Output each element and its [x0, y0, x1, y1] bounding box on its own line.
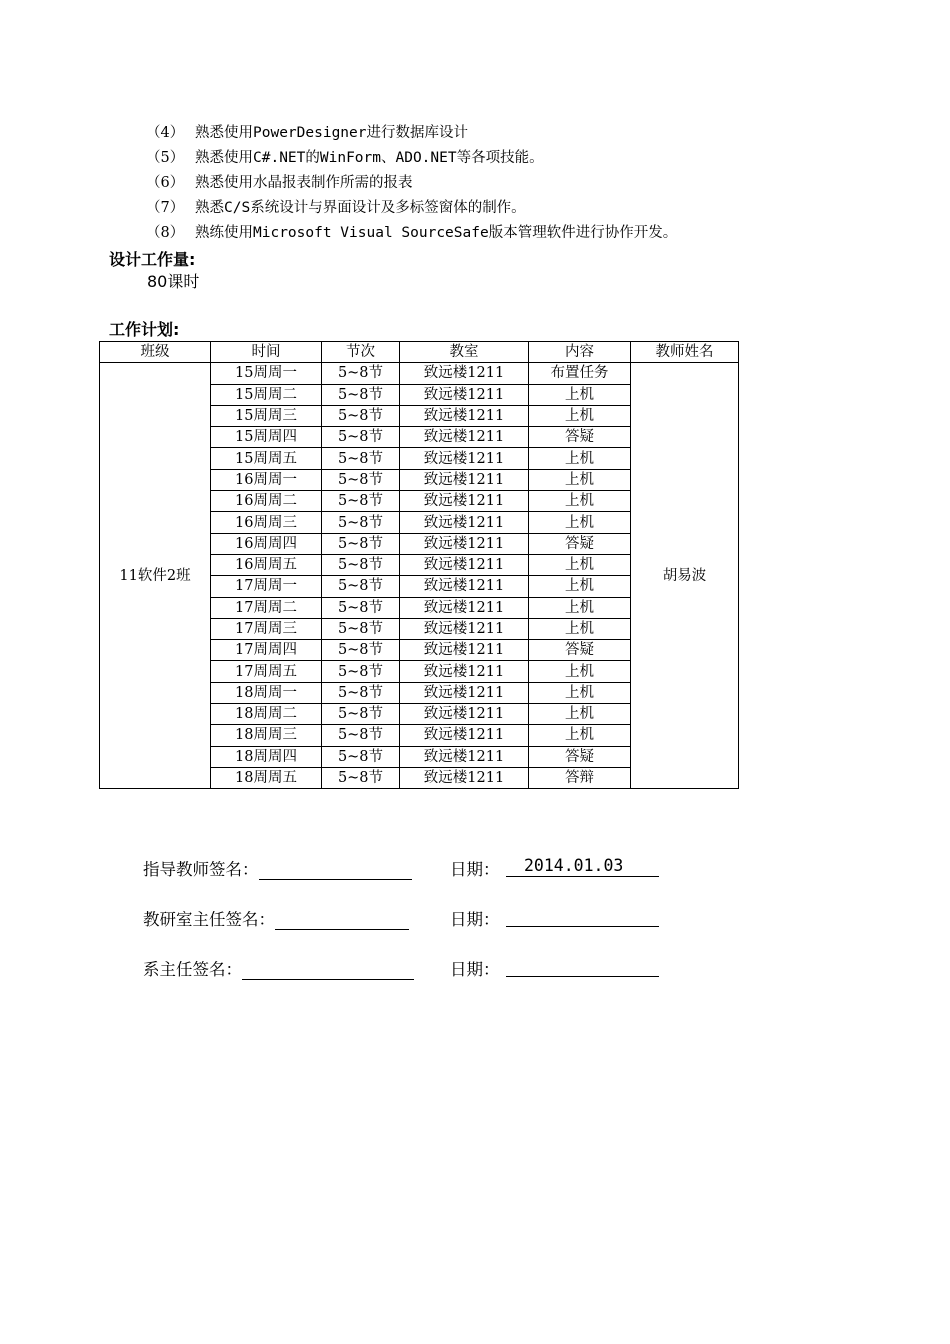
time-cell: 16周周二 [211, 491, 322, 512]
period-cell: 5~8节 [322, 512, 400, 533]
period-cell: 5~8节 [322, 618, 400, 639]
content-cell: 上机 [529, 725, 631, 746]
content-cell: 上机 [529, 491, 631, 512]
work-plan-table [99, 341, 739, 789]
room-cell: 致远楼1211 [400, 448, 529, 469]
list-item-text: 熟悉使用C#.NET的WinForm、ADO.NET等各项技能。 [195, 150, 544, 166]
table-row [100, 363, 739, 384]
list-item-text: 熟悉使用PowerDesigner进行数据库设计 [195, 125, 468, 141]
dean-signature-field[interactable] [242, 961, 414, 980]
time-cell: 15周周五 [211, 448, 322, 469]
director-signature-field[interactable] [275, 911, 409, 930]
director-date-label: 日期： [450, 910, 500, 929]
header-time: 时间 [211, 342, 322, 363]
room-cell: 致远楼1211 [400, 384, 529, 405]
period-cell: 5~8节 [322, 704, 400, 725]
room-cell: 致远楼1211 [400, 725, 529, 746]
content-cell: 布置任务 [529, 363, 631, 384]
content-cell: 上机 [529, 469, 631, 490]
period-cell: 5~8节 [322, 554, 400, 575]
time-cell: 18周周三 [211, 725, 322, 746]
room-cell: 致远楼1211 [400, 640, 529, 661]
requirements-list [146, 121, 677, 246]
room-cell: 致远楼1211 [400, 554, 529, 575]
time-cell: 17周周一 [211, 576, 322, 597]
header-teacher: 教师姓名 [631, 342, 739, 363]
room-cell: 致远楼1211 [400, 576, 529, 597]
room-cell: 致远楼1211 [400, 405, 529, 426]
list-item-number: （5） [146, 150, 185, 166]
period-cell: 5~8节 [322, 597, 400, 618]
content-cell: 上机 [529, 661, 631, 682]
time-cell: 15周周四 [211, 427, 322, 448]
period-cell: 5~8节 [322, 384, 400, 405]
room-cell: 致远楼1211 [400, 469, 529, 490]
content-cell: 上机 [529, 618, 631, 639]
content-cell: 上机 [529, 682, 631, 703]
time-cell: 18周周二 [211, 704, 322, 725]
time-cell: 16周周四 [211, 533, 322, 554]
list-item [146, 196, 677, 221]
list-item-number: （4） [146, 125, 185, 141]
content-cell: 答疑 [529, 427, 631, 448]
time-cell: 17周周三 [211, 618, 322, 639]
room-cell: 致远楼1211 [400, 512, 529, 533]
content-cell: 上机 [529, 512, 631, 533]
dean-date-label: 日期： [450, 960, 500, 979]
workload-value: 80课时 [147, 272, 200, 291]
period-cell: 5~8节 [322, 363, 400, 384]
content-cell: 上机 [529, 597, 631, 618]
content-cell: 答辩 [529, 767, 631, 788]
advisor-date-label: 日期： [450, 860, 500, 879]
dean-date-field[interactable] [506, 956, 659, 977]
time-cell: 16周周五 [211, 554, 322, 575]
room-cell: 致远楼1211 [400, 767, 529, 788]
content-cell: 上机 [529, 704, 631, 725]
time-cell: 15周周一 [211, 363, 322, 384]
room-cell: 致远楼1211 [400, 746, 529, 767]
list-item-text: 熟练使用Microsoft Visual SourceSafe版本管理软件进行协作开发。 [195, 225, 678, 241]
time-cell: 17周周五 [211, 661, 322, 682]
period-cell: 5~8节 [322, 576, 400, 597]
room-cell: 致远楼1211 [400, 661, 529, 682]
period-cell: 5~8节 [322, 767, 400, 788]
room-cell: 致远楼1211 [400, 363, 529, 384]
dean-signature-row [143, 956, 500, 980]
period-cell: 5~8节 [322, 725, 400, 746]
advisor-signature-field[interactable] [259, 861, 412, 880]
room-cell: 致远楼1211 [400, 618, 529, 639]
director-date-field[interactable] [506, 906, 659, 927]
content-cell: 答疑 [529, 746, 631, 767]
period-cell: 5~8节 [322, 491, 400, 512]
time-cell: 18周周一 [211, 682, 322, 703]
list-item [146, 171, 677, 196]
room-cell: 致远楼1211 [400, 491, 529, 512]
time-cell: 15周周三 [211, 405, 322, 426]
list-item-text: 熟悉使用水晶报表制作所需的报表 [195, 175, 413, 191]
time-cell: 16周周三 [211, 512, 322, 533]
time-cell: 17周周二 [211, 597, 322, 618]
advisor-date-field[interactable] [506, 856, 659, 877]
advisor-signature-row [143, 856, 624, 880]
class-name-cell: 11软件2班 [100, 363, 211, 789]
time-cell: 18周周四 [211, 746, 322, 767]
header-class: 班级 [100, 342, 211, 363]
content-cell: 上机 [529, 554, 631, 575]
period-cell: 5~8节 [322, 682, 400, 703]
header-content: 内容 [529, 342, 631, 363]
director-signature-label: 教研室主任签名： [143, 910, 275, 929]
period-cell: 5~8节 [322, 640, 400, 661]
content-cell: 上机 [529, 448, 631, 469]
advisor-signature-label: 指导教师签名： [143, 860, 259, 879]
period-cell: 5~8节 [322, 746, 400, 767]
time-cell: 18周周五 [211, 767, 322, 788]
list-item [146, 146, 677, 171]
list-item-number: （6） [146, 175, 185, 191]
advisor-date-value: 2014.01.03 [524, 856, 624, 875]
workload-heading: 设计工作量: [109, 250, 196, 269]
director-signature-row [143, 906, 500, 930]
period-cell: 5~8节 [322, 427, 400, 448]
teacher-name-cell: 胡易波 [631, 363, 739, 789]
content-cell: 答疑 [529, 640, 631, 661]
room-cell: 致远楼1211 [400, 682, 529, 703]
content-cell: 上机 [529, 405, 631, 426]
plan-heading: 工作计划: [109, 320, 180, 339]
room-cell: 致远楼1211 [400, 427, 529, 448]
room-cell: 致远楼1211 [400, 533, 529, 554]
period-cell: 5~8节 [322, 405, 400, 426]
period-cell: 5~8节 [322, 533, 400, 554]
dean-signature-label: 系主任签名： [143, 960, 242, 979]
time-cell: 15周周二 [211, 384, 322, 405]
list-item-text: 熟悉C/S系统设计与界面设计及多标签窗体的制作。 [195, 200, 526, 216]
content-cell: 上机 [529, 576, 631, 597]
list-item-number: （7） [146, 200, 185, 216]
period-cell: 5~8节 [322, 469, 400, 490]
time-cell: 16周周一 [211, 469, 322, 490]
header-period: 节次 [322, 342, 400, 363]
header-room: 教室 [400, 342, 529, 363]
room-cell: 致远楼1211 [400, 704, 529, 725]
period-cell: 5~8节 [322, 661, 400, 682]
period-cell: 5~8节 [322, 448, 400, 469]
list-item [146, 221, 677, 246]
content-cell: 答疑 [529, 533, 631, 554]
list-item-number: （8） [146, 225, 185, 241]
room-cell: 致远楼1211 [400, 597, 529, 618]
table-header-row [100, 342, 739, 363]
time-cell: 17周周四 [211, 640, 322, 661]
content-cell: 上机 [529, 384, 631, 405]
list-item [146, 121, 677, 146]
